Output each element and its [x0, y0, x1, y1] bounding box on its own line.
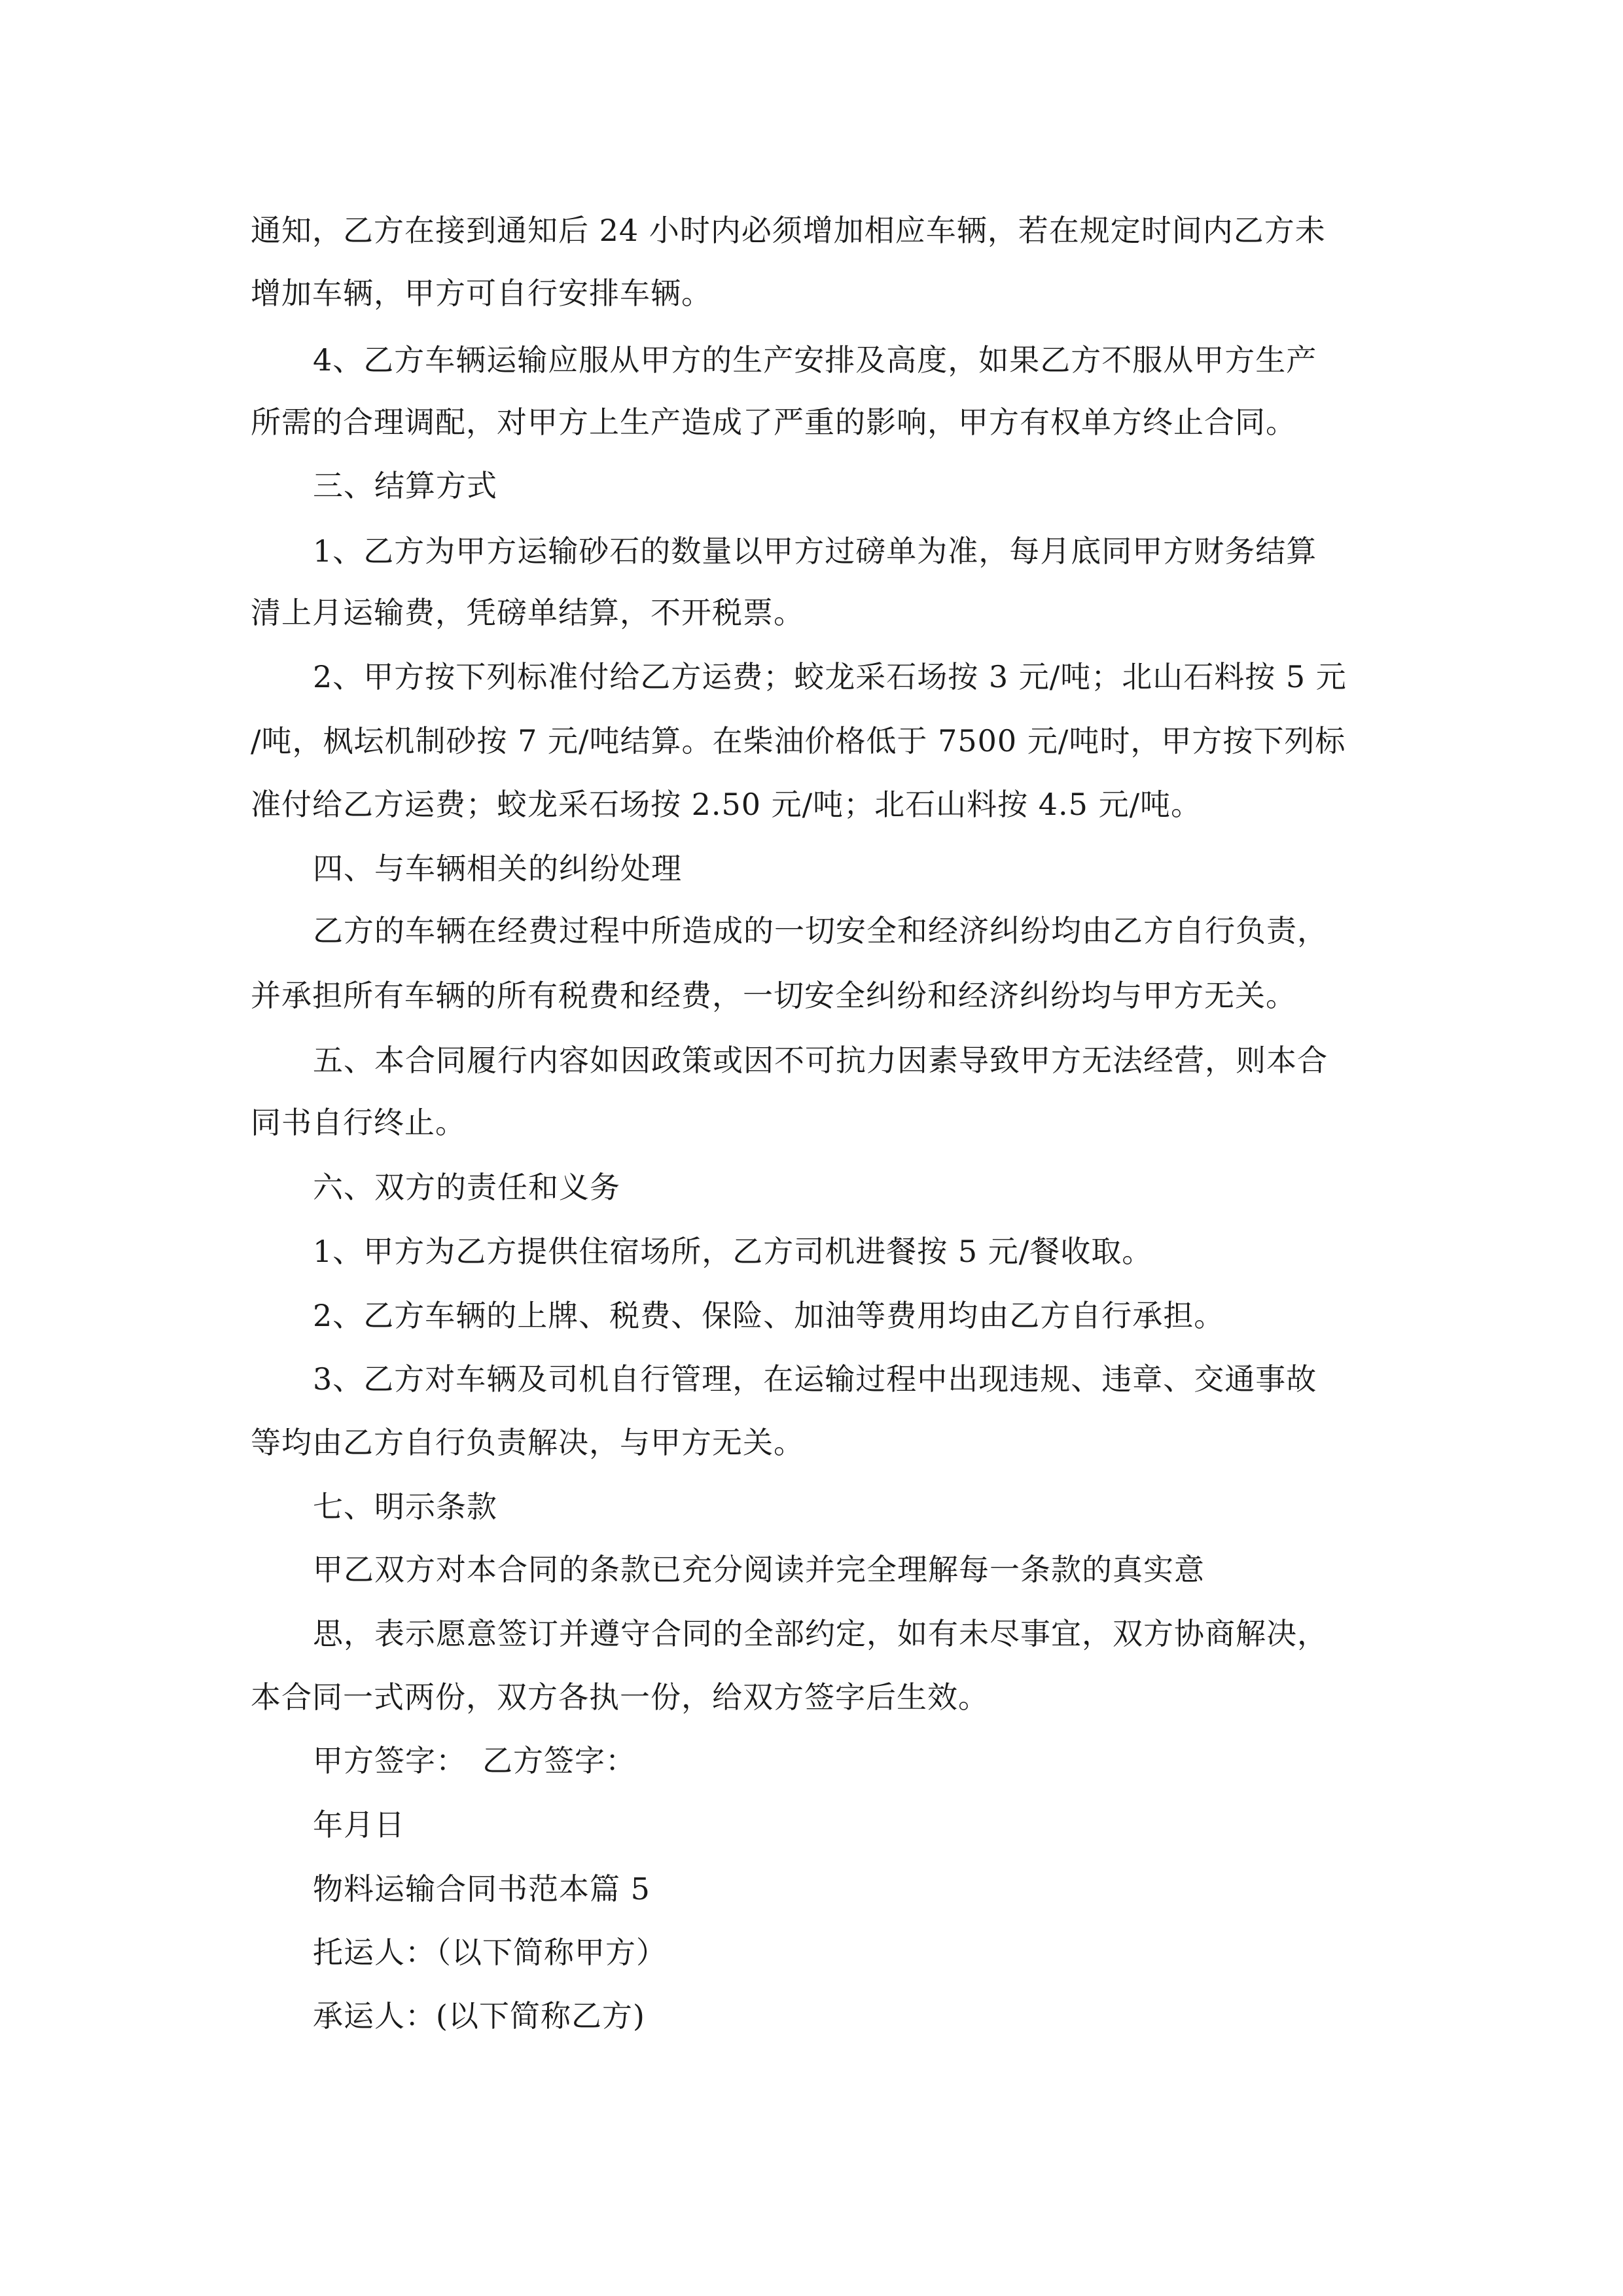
- body-line: 乙方的车辆在经费过程中所造成的一切安全和经济纠纷均由乙方自行负责，: [313, 913, 1328, 948]
- party-line: 承运人：(以下简称乙方): [313, 1998, 645, 2034]
- body-line: 同书自行终止。: [251, 1105, 466, 1140]
- body-line: 本合同一式两份，双方各执一份，给双方签字后生效。: [251, 1679, 989, 1715]
- section-heading: 六、双方的责任和义务: [313, 1170, 620, 1205]
- body-line: 3、乙方对车辆及司机自行管理，在运输过程中出现违规、违章、交通事故: [313, 1361, 1317, 1397]
- body-line: 思，表示愿意签订并遵守合同的全部约定，如有未尽事宜，双方协商解决，: [313, 1616, 1328, 1651]
- body-line: 2、乙方车辆的上牌、税费、保险、加油等费用均由乙方自行承担。: [313, 1298, 1225, 1333]
- body-line: 1、乙方为甲方运输砂石的数量以甲方过磅单为准，每月底同甲方财务结算: [313, 533, 1317, 569]
- party-line: 托运人：（以下简称甲方）: [313, 1935, 667, 1970]
- section-heading: 三、结算方式: [313, 468, 497, 503]
- body-line: 4、乙方车辆运输应服从甲方的生产安排及高度，如果乙方不服从甲方生产: [313, 342, 1317, 378]
- signature-line: 甲方签字： 乙方签字：: [313, 1743, 636, 1778]
- section-heading: 七、明示条款: [313, 1489, 497, 1524]
- date-line: 年月日: [313, 1807, 405, 1842]
- body-line: 等均由乙方自行负责解决，与甲方无关。: [251, 1425, 804, 1460]
- body-line: 五、本合同履行内容如因政策或因不可抗力因素导致甲方无法经营，则本合: [313, 1043, 1328, 1078]
- body-line: 2、甲方按下列标准付给乙方运费；蛟龙采石场按 3 元/吨；北山石料按 5 元: [313, 659, 1347, 694]
- body-line: 所需的合理调配，对甲方上生产造成了严重的影响，甲方有权单方终止合同。: [251, 404, 1296, 440]
- body-line: 清上月运输费，凭磅单结算，不开税票。: [251, 595, 804, 630]
- section-heading: 四、与车辆相关的纠纷处理: [313, 851, 682, 886]
- body-line: 增加车辆，甲方可自行安排车辆。: [251, 276, 712, 311]
- body-line: 1、甲方为乙方提供住宿场所，乙方司机进餐按 5 元/餐收取。: [313, 1234, 1153, 1269]
- body-line: 并承担所有车辆的所有税费和经费，一切安全纠纷和经济纠纷均与甲方无关。: [251, 978, 1296, 1013]
- body-line: /吨，枫坛机制砂按 7 元/吨结算。在柴油价格低于 7500 元/吨时，甲方按下列标: [251, 723, 1346, 759]
- section-title: 物料运输合同书范本篇 5: [313, 1871, 651, 1907]
- body-line: 通知，乙方在接到通知后 24 小时内必须增加相应车辆，若在规定时间内乙方未: [251, 213, 1326, 248]
- body-line: 准付给乙方运费；蛟龙采石场按 2.50 元/吨；北石山料按 4.5 元/吨。: [251, 787, 1202, 822]
- body-line: 甲乙双方对本合同的条款已充分阅读并完全理解每一条款的真实意: [313, 1552, 1205, 1587]
